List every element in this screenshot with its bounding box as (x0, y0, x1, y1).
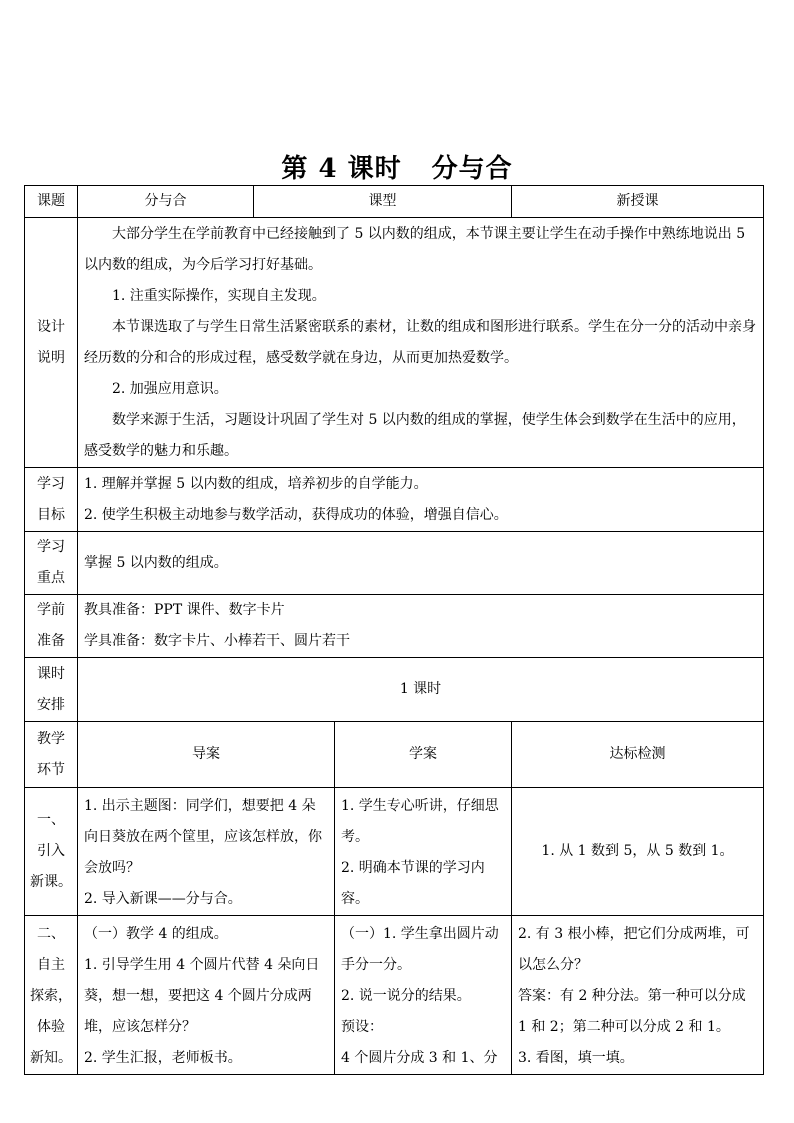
topic-value: 分与合 (78, 186, 254, 218)
study-step: 2. 说一说分的结果。 (341, 988, 471, 1004)
key-point-text: 掌握 5 以内数的组成。 (78, 532, 764, 595)
design-label: 设计 说明 (25, 218, 78, 468)
check-item: 3. 看图，填一填。 (518, 1050, 634, 1066)
student-prep: 学具准备：数字卡片、小棒若干、圆片若干 (84, 633, 350, 649)
header-row (25, 722, 764, 788)
guide-step: 1. 引导学生用 4 个圆片代替 4 朵向日葵，想一想，要把这 4 个圆片分成两堆，应该怎样分？ (84, 957, 320, 1035)
goal-item: 1. 理解并掌握 5 以内数的组成，培养初步的自学能力。 (84, 475, 428, 492)
teacher-prep: 教具准备：PPT 课件、数字卡片 (84, 602, 285, 618)
section1-guide (78, 788, 335, 916)
topic-label: 课题 (25, 186, 78, 218)
section1-study (335, 788, 512, 916)
prep-row (25, 595, 764, 658)
check-item: 答案：有 2 种分法。第一种可以分成 1 和 2；第二种可以分成 2 和 1。 (518, 988, 746, 1035)
design-row (25, 218, 764, 468)
type-value: 新授课 (512, 186, 764, 218)
design-content (78, 218, 764, 468)
prep-label: 学前 准备 (25, 595, 78, 658)
section2-label: 二、 自主 探索， 体验 新知。 (25, 916, 78, 1075)
schedule-row (25, 658, 764, 722)
schedule-label: 课时 安排 (25, 658, 78, 722)
schedule-value: 1 课时 (78, 658, 764, 722)
guide-step: 2. 学生汇报，老师板书。 (84, 1050, 242, 1066)
guide-step: 1. 出示主题图：同学们，想要把 4 朵向日葵放在两个筐里，应该怎样放，你会放吗？ (84, 798, 322, 876)
study-step: 预设： (341, 1019, 383, 1035)
page-title (0, 148, 794, 185)
goals-label: 学习 目标 (25, 468, 78, 532)
section1-check: 1. 从 1 数到 5，从 5 数到 1。 (512, 788, 764, 916)
key-point-label: 学习 重点 (25, 532, 78, 595)
type-label: 课型 (254, 186, 512, 218)
lesson-plan-table (24, 185, 764, 1075)
section2-study (335, 916, 512, 1075)
title-lesson: 第 4 课时 (281, 154, 402, 184)
guide-step: 2. 导入新课——分与合。 (84, 891, 242, 907)
study-column-header: 学案 (335, 722, 512, 788)
section2-guide (78, 916, 335, 1075)
study-step: 2. 明确本节课的学习内容。 (341, 860, 485, 907)
section2-row (25, 916, 764, 1075)
key-point-row (25, 532, 764, 595)
goal-item: 2. 使学生积极主动地参与数学活动，获得成功的体验，增强自信心。 (84, 506, 508, 523)
study-step: 4 个圆片分成 3 和 1、分 (341, 1050, 498, 1066)
design-paragraph: 1. 注重实际操作，实现自主发现。 (112, 287, 326, 304)
info-row (25, 186, 764, 218)
goals-content (78, 468, 764, 532)
prep-content (78, 595, 764, 658)
section2-check (512, 916, 764, 1075)
design-paragraph: 数学来源于生活，习题设计巩固了学生对 5 以内数的组成的掌握，使学生体会到数学在生活中的应用，感受数学的魅力和乐趣。 (84, 411, 746, 459)
goals-row (25, 468, 764, 532)
guide-column-header: 导案 (78, 722, 335, 788)
study-step: （一）1. 学生拿出圆片动手分一分。 (341, 926, 499, 973)
section1-row (25, 788, 764, 916)
design-paragraph: 2. 加强应用意识。 (112, 380, 228, 397)
stage-header-label: 教学 环节 (25, 722, 78, 788)
guide-step: （一）教学 4 的组成。 (84, 926, 228, 942)
section1-label: 一、 引入 新课。 (25, 788, 78, 916)
study-step: 1. 学生专心听讲，仔细思考。 (341, 798, 499, 845)
check-item: 2. 有 3 根小棒，把它们分成两堆，可以怎么分？ (518, 926, 750, 973)
design-paragraph: 大部分学生在学前教育中已经接触到了 5 以内数的组成，本节课主要让学生在动手操作中熟练地说出 5 以内数的组成，为今后学习打好基础。 (84, 225, 746, 273)
title-topic: 分与合 (431, 154, 513, 184)
check-column-header: 达标检测 (512, 722, 764, 788)
design-paragraph: 本节课选取了与学生日常生活紧密联系的素材，让数的组成和图形进行联系。学生在分一分的活动中亲身经历数的分和合的形成过程，感受数学就在身边，从而更加热爱数学。 (84, 318, 756, 366)
